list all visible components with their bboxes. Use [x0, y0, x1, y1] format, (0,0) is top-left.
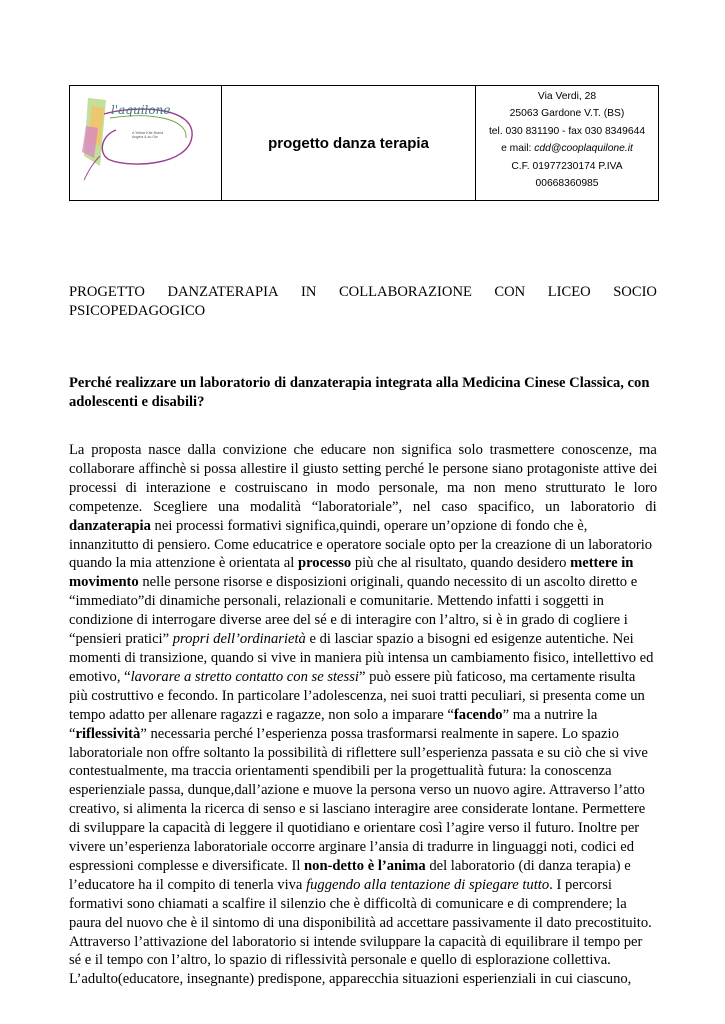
body-line: “pensieri pratici” propri dell’ordinarietà e di lasciar spazio a bisogni ed esigenze autentiche. Nei	[69, 631, 634, 648]
heading-word: CON	[494, 284, 526, 300]
body-line: collaborare affinchè si possa allestire il giusto setting perché le persone siano protagoniste attive dei	[69, 460, 658, 477]
logo-cell	[70, 86, 222, 200]
heading-word: COLLABORAZIONE	[338, 284, 472, 300]
body-line: processi di interazione e costruiscano in modo personale, ma non meno strutturato le loro	[69, 479, 658, 496]
address-piva: 00668360985	[535, 178, 599, 190]
body-line: espressioni complesse e diversificate. Il non-detto è l’anima del laboratorio (di danza terapia) e	[69, 857, 631, 874]
body-line: momenti di transizione, quando si vive in maniera più intensa un cambiamento fisico, intellettivo ed	[69, 649, 654, 666]
project-heading	[69, 283, 657, 321]
address-phone: tel. 030 831190 - fax 030 8349644	[488, 125, 646, 137]
body-line: creativo, si alimenta la ricerca di senso e si lasciano interagire aree considerate lontane. Permettere	[69, 801, 646, 818]
body-line: formativi sono chiamati a scalfire il silenzio che è difficoltà di comunicare e di comprendere; la	[69, 895, 627, 912]
heading-word: DANZATERAPIA	[167, 284, 279, 300]
heading-word: PROGETTO	[69, 284, 145, 300]
heading-word: IN	[301, 284, 317, 300]
address-email-line	[476, 140, 658, 157]
section-question-heading: Perché realizzare un laboratorio di danzaterapia integrata alla Medicina Cinese Classica, con adolescenti e disabili?	[69, 375, 650, 410]
project-heading-line1	[69, 283, 657, 302]
email-link[interactable]: cdd@cooplaquilone.it	[534, 143, 633, 155]
body-line: laboratoriale non offre soltanto la possibilità di riflettere sull’esperienza passata e su ciò che si vive	[69, 744, 648, 761]
body-line: vivere un’esperienza laboratoriale occorre arginare l’ansia di tradurre in linguaggi noti, codici ed	[69, 839, 634, 856]
address-city: 25063 Gardone V.T. (BS)	[509, 108, 625, 120]
logo-name: l'aquilone	[111, 103, 171, 117]
body-line: esperienziale passa, dunque,dall’azione e muove la persona verso un nuovo agire. Attraverso l’atto	[69, 782, 645, 799]
body-line: più costruttivo e fecondo. In particolare l’adolescenza, nei suoi tratti peculiari, si presenta come un	[69, 687, 645, 704]
body-line: La proposta nasce dalla convizione che educare non significa solo trasmettere conoscenze, ma	[69, 442, 657, 458]
body-line: emotivo, “lavorare a stretto contatto con se stessi” può essere più faticoso, ma certamente risulta	[69, 668, 636, 685]
body-line: L’adulto(educatore, insegnante) predispone, apparecchia situazioni esperienziali in cui ciascuno,	[69, 971, 632, 988]
heading-word: SOCIO	[613, 284, 657, 300]
body-line: l’educatore ha il compito di tenerla viva fuggendo alla tentazione di spiegare tutto. I percorsi	[69, 876, 612, 893]
body-line: innanzitutto di pensiero. Come educatrice e operatore sociale opto per la creazione di un laboratorio	[69, 536, 653, 553]
body-line: di sviluppare la capacità di leggere il quotidiano e orientare così l’agire verso il futuro. Inoltre per	[69, 820, 640, 837]
body-line: quando la mia attenzione è orientata al processo più che al risultato, quando desidero mettere in	[69, 555, 634, 572]
heading-word: LICEO	[547, 284, 591, 300]
address-street: Via Verdi, 28	[537, 91, 597, 102]
email-label: e mail:	[501, 143, 535, 155]
letterhead-table	[69, 85, 659, 201]
body-line: “immediato”di dinamiche personali, relazionali e comunitarie. Mettendo infatti i soggetti in	[69, 593, 604, 610]
body-line: condizione di interrogare diverse aree del sé e di interagire con l’altro, si è in grado di cogliere i	[69, 612, 628, 629]
body-line: danzaterapia nei processi formativi significa,quindi, operare un’opzione di fondo che è,	[69, 517, 588, 534]
body-line: “riflessività” necessaria perché l’esperienza possa trasformarsi realmente in sapere. Lo spazio	[69, 725, 619, 742]
body-line: movimento nelle persone risorse e disposizioni originali, quando necessito di un ascolto diretto e	[69, 574, 638, 591]
body-line: competenze. Scegliere una modalità “laboratoriale”, nel caso spacifico, un laboratorio di	[69, 498, 657, 515]
body-paragraph	[69, 441, 657, 989]
project-title: progetto danza terapia	[222, 86, 476, 200]
logo-tagline: A Yellow Kite Brand Angela & so Ow	[132, 131, 164, 140]
body-line: contestualmente, ma traccia orientamenti spendibili per la progettualità futura: la conoscenza	[69, 763, 612, 780]
project-heading-line2: PSICOPEDAGOGICO	[69, 303, 206, 319]
address-cf: C.F. 01977230174 P.IVA	[511, 160, 623, 172]
body-line: tempo adatto per allenare ragazzi e ragazze, non solo a imparare “facendo” ma a nutrire la	[69, 706, 598, 723]
body-line: Attraverso l’attivazione del laboratorio si intende sviluppare la capacità di equilibrare il tempo per	[69, 933, 643, 950]
body-line: sé e il tempo con l’altro, lo spazio di riflessività personale e quello di esplorazione collettiva.	[69, 952, 611, 969]
address-block	[476, 86, 658, 200]
body-line: paura del nuovo che è il sintomo di una disponibilità ad accettare passivamente il dato precostituito.	[69, 914, 652, 931]
